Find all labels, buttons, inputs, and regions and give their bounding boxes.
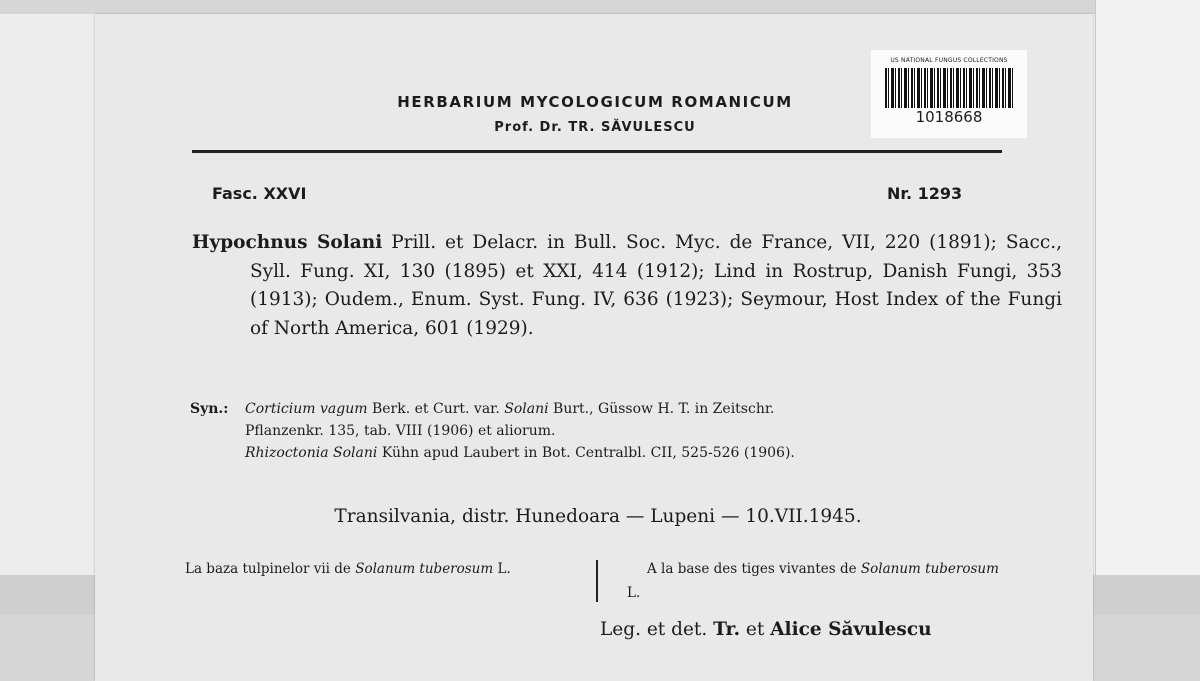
synonym-authority: Berk. et Curt. var.	[371, 401, 500, 417]
background-sheet-right	[1095, 0, 1200, 610]
synonym-epithet-2: Solani	[333, 445, 378, 461]
barcode-number: 1018668	[915, 108, 983, 126]
synonym-line-2	[245, 420, 555, 442]
synonyms-label: Syn.:	[190, 401, 229, 417]
collector-name-2: Alice Săvulescu	[770, 619, 932, 640]
herbarium-title: HERBARIUM MYCOLOGICUM ROMANICUM	[397, 93, 793, 111]
synonym-variety: Solani	[504, 401, 549, 417]
species-name: Hypochnus Solani	[192, 232, 383, 253]
legit-determinavit	[600, 619, 932, 640]
legit-conjunction: et	[745, 619, 765, 640]
synonym-line-3	[245, 442, 795, 464]
species-references: Prill. et Delacr. in Bull. Soc. Myc. de France, VII, 220 (1891); Sacc., Syll. Fung. XI, 130 (1895) et XXI, 414 (1912); Lind in Rostrup, Danish Fungi, 353 (1913); Oudem., Enum. Syst. Fung. IV, 636 (1923); Seymour, Host Index of the Fungi of North America, 601 (1929).	[250, 232, 1063, 339]
habitat-fr-text: A la base des tiges vivantes de	[647, 561, 857, 577]
synonym-name: Corticium vagum	[245, 401, 368, 417]
fascicle-number: Fasc. XXVI	[212, 184, 307, 203]
habitat-ro-authority: L.	[497, 561, 511, 577]
legit-prefix: Leg. et det.	[600, 619, 708, 640]
habitat-divider	[596, 560, 598, 602]
synonym-citation-cont: Pflanzenkr. 135, tab. VIII (1906) et aliorum.	[245, 423, 556, 439]
synonym-citation-2: Kühn apud Laubert in Bot. Centralbl. CII, 525-526 (1906).	[381, 445, 795, 461]
synonym-name-2: Rhizoctonia	[245, 445, 329, 461]
synonym-line-1	[245, 398, 774, 420]
barcode-sticker	[871, 50, 1027, 138]
herbarium-director: Prof. Dr. TR. SĂVULESCU	[494, 120, 696, 135]
herbarium-label	[95, 14, 1093, 681]
barcode-caption: US NATIONAL FUNGUS COLLECTIONS	[890, 57, 1008, 64]
collector-name-1: Tr.	[713, 619, 741, 640]
habitat-ro-host: Solanum tuberosum	[355, 561, 494, 577]
header-rule	[192, 150, 1002, 153]
barcode-icon	[885, 68, 1013, 108]
habitat-fr-host: Solanum tuberosum	[860, 561, 999, 577]
collection-locality: Transilvania, distr. Hunedoara — Lupeni — 10.VII.1945.	[334, 506, 862, 527]
specimen-number: Nr. 1293	[887, 184, 963, 203]
species-entry	[192, 229, 1062, 343]
habitat-fr-authority: L.	[627, 585, 641, 601]
habitat-ro-text: La baza tulpinelor vii de	[185, 561, 351, 577]
synonym-citation: Burt., Güssow H. T. in Zeitschr.	[553, 401, 775, 417]
habitat-romanian	[185, 557, 595, 581]
habitat-french	[627, 557, 1012, 605]
